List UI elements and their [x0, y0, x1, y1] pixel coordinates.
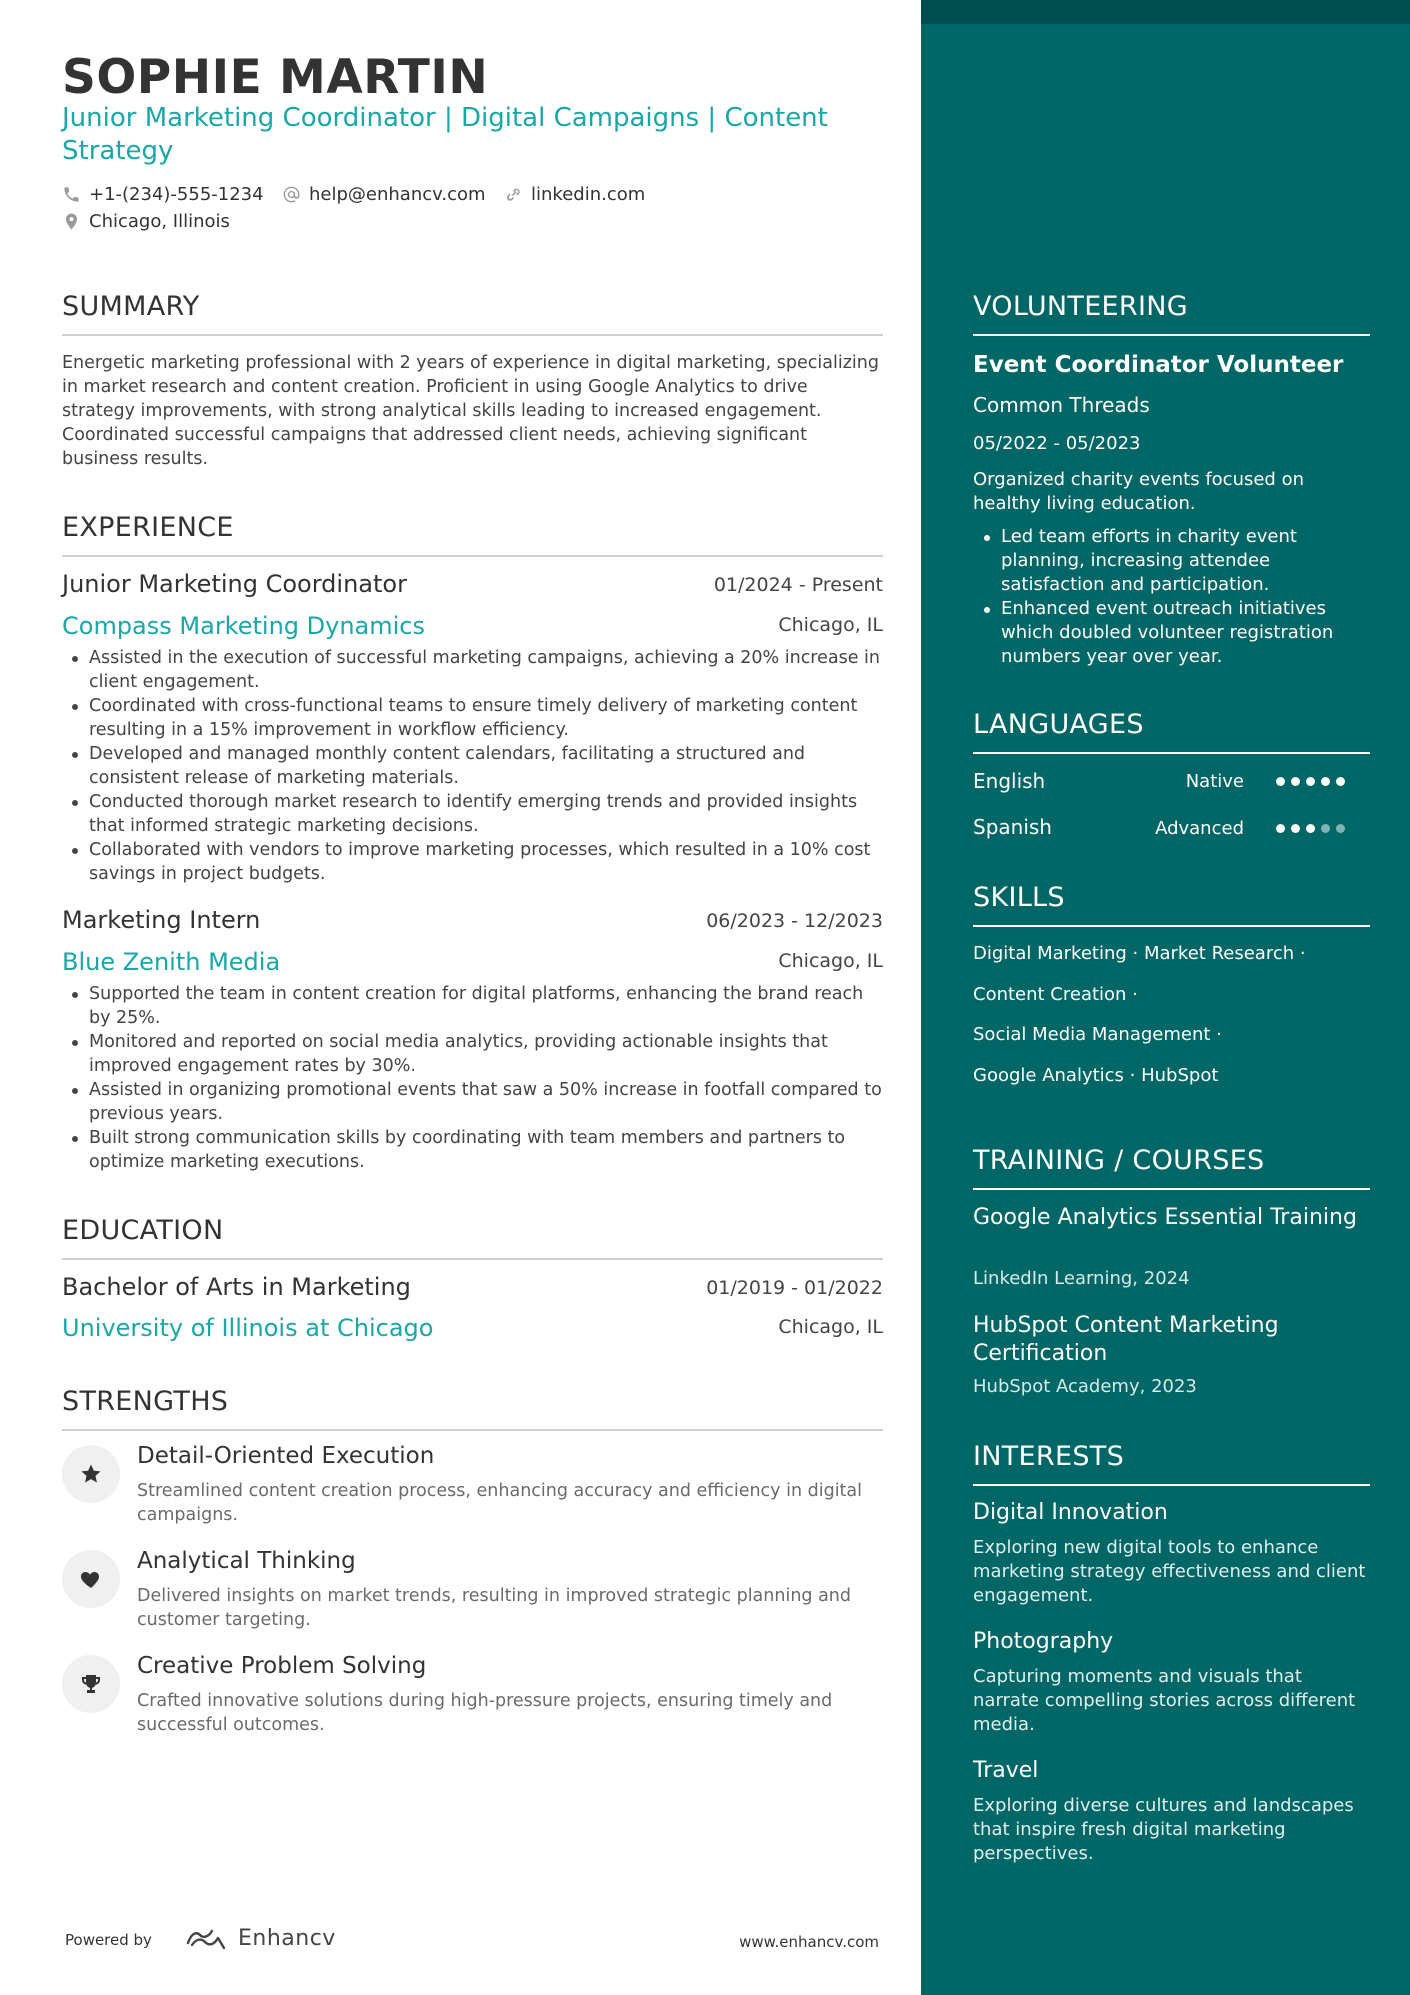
rating-dot-empty: [1321, 824, 1330, 833]
job-location: Chicago, IL: [778, 614, 883, 636]
volunteer-bullet: Led team efforts in charity event planning, increasing attendee satisfaction and participation.: [973, 525, 1370, 597]
school-name[interactable]: University of Illinois at Chicago: [62, 1314, 434, 1342]
language-level: Advanced: [1155, 818, 1244, 839]
volunteer-role: Event Coordinator Volunteer: [973, 352, 1344, 378]
job-bullet: Developed and managed monthly content calendars, facilitating a structured and consistent release of marketing materials.: [62, 742, 883, 790]
job-bullet: Built strong communication skills by coordinating with team members and partners to optimize marketing executions.: [62, 1126, 883, 1174]
interest-title: Travel: [973, 1758, 1039, 1783]
education-heading: EDUCATION: [62, 1215, 883, 1260]
volunteer-org: Common Threads: [973, 393, 1150, 417]
course-title: Google Analytics Essential Training: [973, 1205, 1357, 1230]
phone-icon: [62, 185, 81, 204]
heart-icon: [79, 1567, 103, 1591]
location-text: Chicago, Illinois: [89, 211, 230, 232]
strength-icon-badge: [62, 1550, 120, 1608]
degree-title: Bachelor of Arts in Marketing: [62, 1273, 411, 1301]
job-bullet: Supported the team in content creation for digital platforms, enhancing the brand reach by 25%.: [62, 982, 883, 1030]
volunteer-bullet: Enhanced event outreach initiatives which doubled volunteer registration numbers year over year.: [973, 597, 1370, 669]
contact-phone[interactable]: [62, 184, 264, 205]
skills-line: Google Analytics · HubSpot: [973, 1065, 1219, 1086]
job-bullet: Conducted thorough market research to identify emerging trends and provided insights that informed strategic marketing decisions.: [62, 790, 883, 838]
job-dates: 01/2024 - Present: [713, 574, 883, 596]
education-dates: 01/2019 - 01/2022: [706, 1277, 883, 1299]
contact-email[interactable]: [282, 184, 486, 205]
job-company[interactable]: Compass Marketing Dynamics: [62, 612, 425, 640]
powered-by-label: Powered by: [65, 1931, 152, 1949]
phone-text: +1-(234)-555-1234: [89, 184, 264, 205]
job-title: Junior Marketing Coordinator: [62, 570, 407, 598]
rating-dot-filled: [1276, 824, 1285, 833]
footer-url[interactable]: www.enhancv.com: [739, 1933, 879, 1951]
enhancv-logo[interactable]: [184, 1925, 336, 1951]
experience-heading: EXPERIENCE: [62, 512, 883, 557]
interest-desc: Capturing moments and visuals that narrate compelling stories across different media.: [973, 1666, 1356, 1735]
at-icon: [282, 185, 301, 204]
email-text: help@enhancv.com: [309, 184, 486, 205]
job-bullet: Assisted in organizing promotional events that saw a 50% increase in footfall compared to previous years.: [62, 1078, 883, 1126]
languages-heading: LANGUAGES: [973, 709, 1370, 754]
strength-desc: Crafted innovative solutions during high-pressure projects, ensuring timely and successful outcomes.: [137, 1691, 833, 1735]
location-pin-icon: [62, 212, 81, 231]
job-bullet: Assisted in the execution of successful marketing campaigns, achieving a 20% increase in client engagement.: [62, 646, 883, 694]
course-provider: LinkedIn Learning, 2024: [973, 1268, 1190, 1289]
school-location: Chicago, IL: [778, 1316, 883, 1338]
job-bullets: [62, 646, 883, 886]
sidebar-top-band: [921, 0, 1410, 24]
contact-linkedin[interactable]: [504, 184, 645, 205]
summary-heading: SUMMARY: [62, 291, 883, 336]
rating-dot-empty: [1336, 824, 1345, 833]
volunteer-desc: Organized charity events focused on healthy living education.: [973, 469, 1304, 514]
job-title: Marketing Intern: [62, 906, 261, 934]
strength-item: [62, 1548, 883, 1638]
strength-icon-badge: [62, 1655, 120, 1713]
job-bullet: Monitored and reported on social media analytics, providing actionable insights that improved engagement rates by 30%.: [62, 1030, 883, 1078]
skills-line: Digital Marketing · Market Research ·: [973, 943, 1306, 964]
strength-title: Creative Problem Solving: [137, 1653, 427, 1679]
star-icon: [79, 1462, 103, 1486]
language-rating: [1276, 777, 1345, 786]
language-level: Native: [1185, 771, 1244, 792]
job-location: Chicago, IL: [778, 950, 883, 972]
volunteering-heading: VOLUNTEERING: [973, 291, 1370, 336]
enhancv-logo-icon: [184, 1925, 230, 1951]
sidebar: [921, 0, 1410, 1995]
volunteer-bullets: [973, 525, 1370, 669]
rating-dot-filled: [1291, 824, 1300, 833]
job-bullet: Coordinated with cross-functional teams to ensure timely delivery of marketing content resulting in a 15% improvement in workflow efficiency.: [62, 694, 883, 742]
strength-title: Detail-Oriented Execution: [137, 1443, 435, 1469]
rating-dot-filled: [1306, 777, 1315, 786]
training-heading: TRAINING / COURSES: [973, 1145, 1370, 1190]
interest-desc: Exploring new digital tools to enhance marketing strategy effectiveness and client engagement.: [973, 1537, 1366, 1606]
candidate-name: SOPHIE MARTIN: [62, 50, 489, 105]
rating-dot-filled: [1306, 824, 1315, 833]
headline: Junior Marketing Coordinator | Digital Campaigns | Content Strategy: [62, 103, 828, 166]
strength-desc: Streamlined content creation process, enhancing accuracy and efficiency in digital campaigns.: [137, 1481, 863, 1525]
course-title: HubSpot Content Marketing Certification: [973, 1313, 1279, 1366]
skills-line: Social Media Management ·: [973, 1024, 1222, 1045]
job-dates: 06/2023 - 12/2023: [706, 910, 883, 932]
linkedin-text: linkedin.com: [531, 184, 646, 205]
interests-heading: INTERESTS: [973, 1441, 1370, 1486]
strengths-heading: STRENGTHS: [62, 1386, 883, 1431]
strength-desc: Delivered insights on market trends, resulting in improved strategic planning and customer targeting.: [137, 1586, 852, 1630]
summary-text: Energetic marketing professional with 2 years of experience in digital marketing, specializing in market research and content creation. Proficient in using Google Analytics to drive strategy improvements, with strong analytical skills leading to increased engagement. Coordinated successful campaigns that addressed client needs, achieving significant business results.: [62, 353, 879, 469]
strength-icon-badge: [62, 1445, 120, 1503]
language-name: English: [973, 769, 1046, 793]
interest-title: Digital Innovation: [973, 1500, 1168, 1525]
language-name: Spanish: [973, 815, 1052, 839]
job-bullet: Collaborated with vendors to improve marketing processes, which resulted in a 10% cost savings in project budgets.: [62, 838, 883, 886]
job-company[interactable]: Blue Zenith Media: [62, 948, 281, 976]
job-bullets: [62, 982, 883, 1174]
enhancv-brand-text: Enhancv: [238, 1925, 336, 1951]
volunteer-dates: 05/2022 - 05/2023: [973, 433, 1141, 454]
rating-dot-filled: [1321, 777, 1330, 786]
trophy-icon: [79, 1672, 103, 1696]
course-provider: HubSpot Academy, 2023: [973, 1376, 1197, 1397]
interest-title: Photography: [973, 1629, 1114, 1654]
skills-heading: SKILLS: [973, 882, 1370, 927]
strength-title: Analytical Thinking: [137, 1548, 356, 1574]
strength-item: [62, 1653, 883, 1743]
language-rating: [1276, 824, 1345, 833]
rating-dot-filled: [1336, 777, 1345, 786]
interest-desc: Exploring diverse cultures and landscapes that inspire fresh digital marketing perspectives.: [973, 1795, 1354, 1864]
skills-line: Content Creation ·: [973, 984, 1138, 1005]
link-icon: [504, 185, 523, 204]
rating-dot-filled: [1291, 777, 1300, 786]
contact-location: [62, 211, 230, 232]
strength-item: [62, 1443, 883, 1533]
rating-dot-filled: [1276, 777, 1285, 786]
